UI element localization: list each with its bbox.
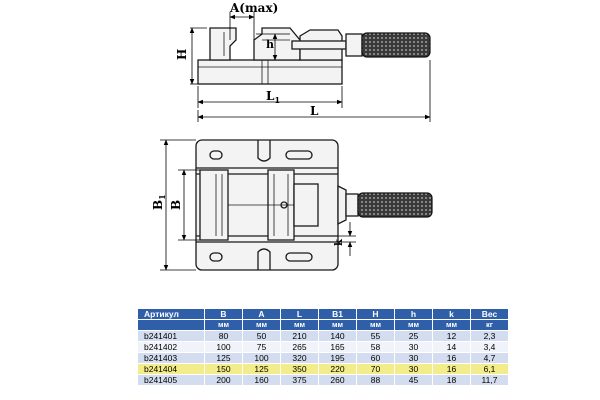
side-view <box>175 1 430 122</box>
table-cell: 16 <box>433 353 471 364</box>
table-cell: мм <box>205 320 243 331</box>
dim-label-k: k <box>334 239 345 246</box>
table-cell: мм <box>433 320 471 331</box>
table-cell: Вес <box>471 309 509 320</box>
table-cell: 195 <box>319 353 357 364</box>
dim-label-l1: $L_1$ <box>266 89 281 105</box>
top-screw-block <box>294 184 318 226</box>
side-knurled-handle <box>362 33 430 57</box>
table-row <box>138 331 509 342</box>
table-cell: 165 <box>319 342 357 353</box>
table-cell: мм <box>357 320 395 331</box>
table-cell: 100 <box>243 353 281 364</box>
table-cell: мм <box>395 320 433 331</box>
table-cell: мм <box>243 320 281 331</box>
dim-label-b: B <box>169 199 183 210</box>
table-cell: 60 <box>357 353 395 364</box>
table-cell: b241401 <box>138 331 205 342</box>
table-cell: 125 <box>205 353 243 364</box>
table-cell: 80 <box>205 331 243 342</box>
table-cell: 14 <box>433 342 471 353</box>
table-cell: 18 <box>433 375 471 386</box>
spec-table <box>137 308 509 386</box>
side-fixed-jaw <box>210 28 236 60</box>
table-header-row <box>138 309 509 320</box>
table-cell: 350 <box>281 364 319 375</box>
table-cell: 70 <box>357 364 395 375</box>
top-knurled-handle <box>358 193 432 217</box>
top-handle-collar <box>346 194 358 216</box>
table-cell: 50 <box>243 331 281 342</box>
table-cell: 160 <box>243 375 281 386</box>
table-cell: b241405 <box>138 375 205 386</box>
table-cell: L <box>281 309 319 320</box>
table-cell: 150 <box>205 364 243 375</box>
table-cell: 11,7 <box>471 375 509 386</box>
table-cell: B <box>205 309 243 320</box>
table-cell: b241404 <box>138 364 205 375</box>
table-units-row <box>138 320 509 331</box>
table-cell: b241402 <box>138 342 205 353</box>
table-cell <box>138 320 205 331</box>
side-lead-screw <box>292 41 346 49</box>
table-cell: мм <box>281 320 319 331</box>
dim-label-a-max: A(max) <box>230 1 279 15</box>
table-cell: Артикул <box>138 309 205 320</box>
table-cell: B1 <box>319 309 357 320</box>
table-cell: 6,1 <box>471 364 509 375</box>
table-cell: мм <box>319 320 357 331</box>
table-row <box>138 342 509 353</box>
table-row <box>138 364 509 375</box>
table-cell: 30 <box>395 364 433 375</box>
table-cell: 220 <box>319 364 357 375</box>
table-cell: H <box>357 309 395 320</box>
table-cell: 200 <box>205 375 243 386</box>
table-cell: 25 <box>395 331 433 342</box>
dim-label-b1: $B_1$ <box>151 194 167 210</box>
table-cell: 45 <box>395 375 433 386</box>
table-cell: кг <box>471 320 509 331</box>
table-cell: 30 <box>395 353 433 364</box>
table-cell: 210 <box>281 331 319 342</box>
table-cell: 75 <box>243 342 281 353</box>
table-cell: 2,3 <box>471 331 509 342</box>
top-view <box>151 140 432 270</box>
table-cell: 140 <box>319 331 357 342</box>
table-cell: 55 <box>357 331 395 342</box>
table-cell: 3,4 <box>471 342 509 353</box>
table-cell: 88 <box>357 375 395 386</box>
table-cell: b241403 <box>138 353 205 364</box>
table-cell: 58 <box>357 342 395 353</box>
table-cell: h <box>395 309 433 320</box>
table-cell: 260 <box>319 375 357 386</box>
table-cell: 4,7 <box>471 353 509 364</box>
table-row <box>138 375 509 386</box>
table-cell: A <box>243 309 281 320</box>
table-cell: 375 <box>281 375 319 386</box>
table-cell: 16 <box>433 364 471 375</box>
table-cell: 30 <box>395 342 433 353</box>
table-cell: k <box>433 309 471 320</box>
table-cell: 265 <box>281 342 319 353</box>
dim-label-h-big: H <box>175 48 189 60</box>
table-cell: 320 <box>281 353 319 364</box>
side-handle-collar <box>346 34 362 56</box>
side-base <box>198 60 342 84</box>
table-cell: 125 <box>243 364 281 375</box>
dim-label-h-small: h <box>266 38 274 51</box>
table-row <box>138 353 509 364</box>
table-cell: 100 <box>205 342 243 353</box>
table-cell: 12 <box>433 331 471 342</box>
dim-label-l: L <box>310 104 319 118</box>
top-fixed-jaw <box>200 170 228 240</box>
